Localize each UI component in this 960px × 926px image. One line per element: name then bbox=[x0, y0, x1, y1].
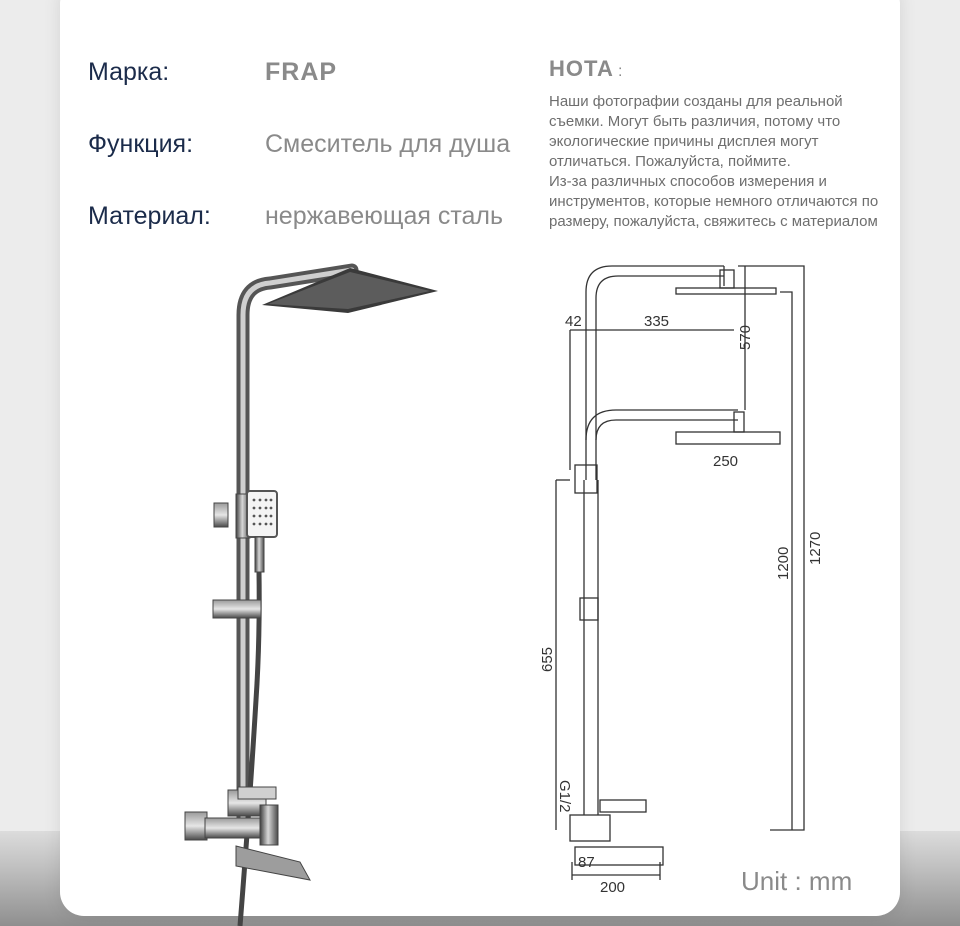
dim-200: 200 bbox=[600, 879, 626, 896]
note-text: Наши фотографии созданы для реальной съемки. Могут быть различия, потому что экологические причины дисплея могут отличаться. Пожалуйста, поймите. Из-за различных способов измерения и инструментов, которые немного отличаются по размеру, пожалуйста, свяжитесь с материалом bbox=[549, 93, 879, 230]
dim-335: 335 bbox=[644, 313, 670, 330]
dim-1200: 1200 bbox=[775, 546, 792, 580]
material-label: Материал: bbox=[88, 202, 211, 230]
dim-1270: 1270 bbox=[807, 531, 824, 565]
drawing-holder bbox=[580, 598, 598, 620]
dim-250: 250 bbox=[713, 453, 739, 470]
dim-655: 655 bbox=[539, 646, 556, 672]
function-value: Смеситель для душа bbox=[265, 130, 511, 158]
dim-570: 570 bbox=[737, 324, 754, 350]
brand-label: Марка: bbox=[88, 58, 170, 86]
note-title-text: НОТА bbox=[549, 56, 614, 81]
dim-42: 42 bbox=[565, 313, 582, 330]
drawing-lower-shower-head bbox=[676, 432, 780, 444]
drawing-top-shower-head bbox=[676, 288, 776, 294]
unit-label: Unit : mm bbox=[741, 866, 853, 896]
dim-g12: G1/2 bbox=[556, 780, 573, 813]
function-label: Функция: bbox=[88, 130, 194, 158]
material-value: нержавеющая сталь bbox=[265, 202, 504, 230]
drawing-riser bbox=[586, 266, 724, 480]
brand-value: FRAP bbox=[265, 58, 338, 86]
dim-87: 87 bbox=[578, 854, 595, 871]
note-colon: : bbox=[617, 63, 624, 80]
